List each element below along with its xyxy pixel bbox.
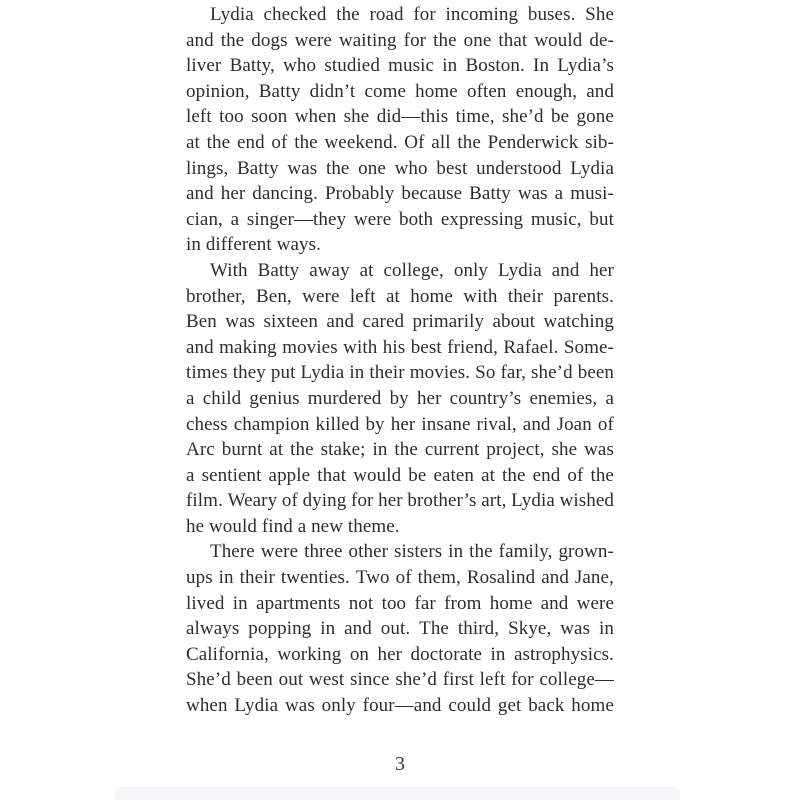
text-line: lings, Batty was the one who best understood Lydia — [186, 157, 614, 179]
text-line: There were three other sisters in the family, grown- — [210, 541, 614, 563]
text-line: chess champion killed by her insane rival, and Joan of — [186, 413, 614, 435]
text-line: She’d been out west since she’d first left for college— — [186, 669, 614, 691]
text-line: With Batty away at college, only Lydia and her — [210, 259, 614, 281]
text-line: in different ways. — [186, 234, 321, 256]
text-line: at the end of the weekend. Of all the Penderwick sib- — [186, 131, 614, 153]
text-line: ups in their twenties. Two of them, Rosalind and Jane, — [186, 567, 614, 589]
text-line: liver Batty, who studied music in Boston. In Lydia’s — [186, 55, 614, 77]
text-line: times they put Lydia in their movies. So far, she’d been — [186, 362, 614, 384]
text-line: lived in apartments not too far from home and were — [186, 592, 614, 614]
text-line: Arc burnt at the stake; in the current project, she was — [186, 439, 614, 461]
text-line: and the dogs were waiting for the one that would de- — [186, 29, 614, 51]
text-line: he would find a new theme. — [186, 515, 400, 537]
next-page-edge — [115, 787, 680, 800]
text-line: California, working on her doctorate in astrophysics. — [186, 643, 614, 665]
text-line: film. Weary of dying for her brother’s art, Lydia wished — [186, 490, 614, 512]
text-line: Ben was sixteen and cared primarily about watching — [186, 311, 614, 333]
paragraph-3 — [186, 539, 614, 718]
body-text — [186, 2, 614, 719]
text-line: Lydia checked the road for incoming buses. She — [210, 4, 614, 25]
paragraph-1 — [186, 2, 614, 258]
text-line: brother, Ben, were left at home with their parents. — [186, 285, 614, 307]
text-line: a sentient apple that would be eaten at the end of the — [186, 464, 614, 486]
text-line: left too soon when she did—this time, she’d be gone — [186, 106, 614, 128]
page-number: 3 — [395, 753, 405, 775]
text-line: when Lydia was only four—and could get back home — [186, 695, 614, 717]
text-line: a child genius murdered by her country’s enemies, a — [186, 387, 614, 409]
text-line: always popping in and out. The third, Skye, was in — [186, 618, 614, 640]
text-line: and making movies with his best friend, Rafael. Some- — [186, 336, 614, 358]
text-line: opinion, Batty didn’t come home often enough, and — [186, 80, 614, 102]
text-line: and her dancing. Probably because Batty was a musi- — [186, 183, 614, 205]
text-line: cian, a singer—they were both expressing music, but — [186, 208, 614, 230]
paragraph-2 — [186, 258, 614, 540]
